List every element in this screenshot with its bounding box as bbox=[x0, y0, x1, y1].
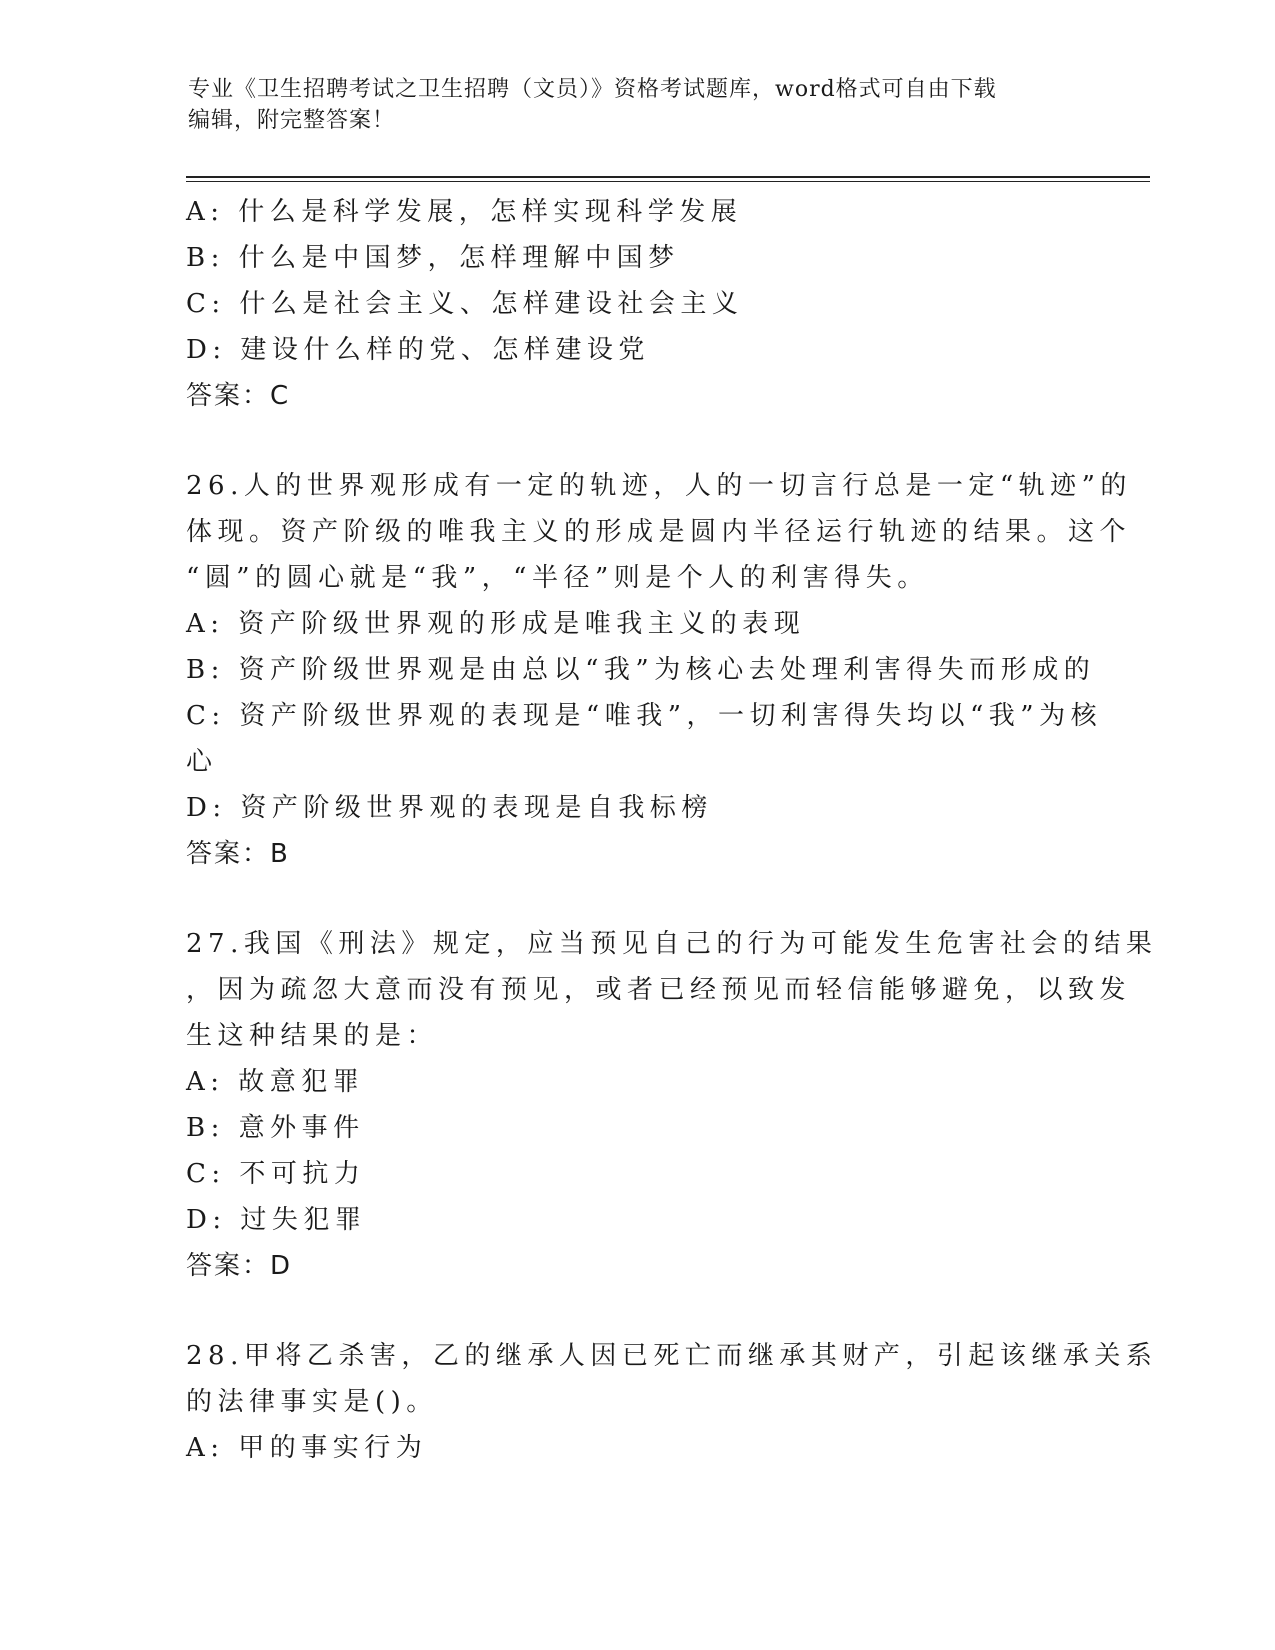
header-line-2: 编辑，附完整答案！ bbox=[188, 108, 396, 133]
header-rule-thin bbox=[186, 181, 1150, 182]
question-block-28 bbox=[186, 1333, 1158, 1471]
question-block-26 bbox=[186, 463, 1132, 877]
option-a: A: 什么是科学发展，怎样实现科学发展 bbox=[186, 197, 743, 227]
option-a: A: 甲的事实行为 bbox=[186, 1433, 428, 1463]
question-text-line: 27.我国《刑法》规定，应当预见自己的行为可能发生危害社会的结果 bbox=[186, 929, 1158, 959]
option-d: D: 资产阶级世界观的表现是自我标榜 bbox=[186, 793, 713, 823]
answer-line: 答案：C bbox=[186, 381, 291, 411]
question-text-line: 26.人的世界观形成有一定的轨迹，人的一切言行总是一定“轨迹”的 bbox=[186, 471, 1132, 501]
option-a: A: 资产阶级世界观的形成是唯我主义的表现 bbox=[186, 609, 806, 639]
document-header bbox=[188, 74, 1088, 136]
header-line-1: 专业《卫生招聘考试之卫生招聘（文员）》资格考试题库，word格式可自由下载 bbox=[188, 77, 997, 102]
question-text-line: 的法律事实是()。 bbox=[186, 1387, 438, 1417]
question-text-line: 生这种结果的是： bbox=[186, 1021, 439, 1051]
option-b: B: 什么是中国梦，怎样理解中国梦 bbox=[186, 243, 680, 273]
option-b: B: 意外事件 bbox=[186, 1113, 365, 1143]
question-block-27 bbox=[186, 921, 1158, 1289]
question-text-line: 体现。资产阶级的唯我主义的形成是圆内半径运行轨迹的结果。这个 bbox=[186, 517, 1132, 547]
option-b: B: 资产阶级世界观是由总以“我”为核心去处理利害得失而形成的 bbox=[186, 655, 1096, 685]
question-text-line: 28.甲将乙杀害，乙的继承人因已死亡而继承其财产，引起该继承关系 bbox=[186, 1341, 1158, 1371]
option-d: D: 建设什么样的党、怎样建设党 bbox=[186, 335, 650, 365]
question-text-line: ，因为疏忽大意而没有预见，或者已经预见而轻信能够避免，以致发 bbox=[186, 975, 1132, 1005]
option-c: C: 资产阶级世界观的表现是“唯我”，一切利害得失均以“我”为核 bbox=[186, 701, 1103, 731]
option-c: C: 什么是社会主义、怎样建设社会主义 bbox=[186, 289, 744, 319]
option-c: C: 不可抗力 bbox=[186, 1159, 366, 1189]
question-content bbox=[186, 189, 1158, 1471]
option-c-continued: 心 bbox=[186, 747, 218, 777]
answer-line: 答案：D bbox=[186, 1251, 293, 1281]
header-rule-thick bbox=[186, 176, 1150, 178]
question-text-line: “圆”的圆心就是“我”，“半径”则是个人的利害得失。 bbox=[186, 563, 929, 593]
option-a: A: 故意犯罪 bbox=[186, 1067, 365, 1097]
answer-line: 答案：B bbox=[186, 839, 290, 869]
question-block-25 bbox=[186, 189, 1086, 419]
option-d: D: 过失犯罪 bbox=[186, 1205, 367, 1235]
